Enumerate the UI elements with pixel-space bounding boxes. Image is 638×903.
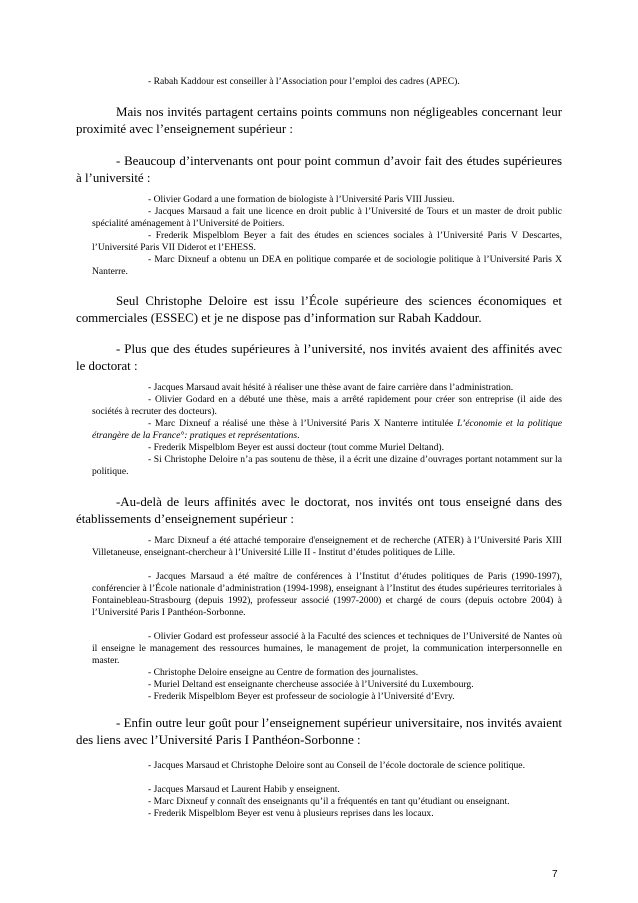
list-item: - Jacques Marsaud avait hésité à réaliser une thèse avant de faire carrière dans l’administration. — [148, 382, 514, 393]
list-item: - Jacques Marsaud et Laurent Habib y enseignent. — [148, 784, 340, 795]
list-item: - Olivier Godard est professeur associé à la Faculté des sciences et techniques de l’Université de Nantes où il enseigne le management des ressources humaines, le management de projet, la communication interpersonnelle en master. — [92, 631, 562, 666]
list-item: - Frederik Mispelblom Beyer a fait des études en sciences sociales à l’Université Paris V Descartes, l’Université Paris VII Diderot et l’EHESS. — [92, 230, 562, 253]
list-item: - Olivier Godard a une formation de biologiste à l’Université Paris VIII Jussieu. — [148, 194, 455, 205]
thesis-title: L’économie et la politique étrangère de la France°: pratiques et représentations — [92, 418, 562, 441]
list-item: - Frederik Mispelblom Beyer est professeur de sociologie à l’Université d’Evry. — [148, 691, 455, 702]
list-item: - Si Christophe Deloire n’a pas soutenu de thèse, il a écrit une dizaine d’ouvrages portant notamment sur la politique. — [92, 454, 562, 477]
list-item: - Marc Dixneuf y connaît des enseignants qu’il a fréquentés en tant qu’étudiant ou enseignant. — [148, 796, 510, 807]
paragraph-teaching: -Au-delà de leurs affinités avec le doctorat, nos invités ont tous enseigné dans des établissements d’enseignement supérieur : — [76, 495, 562, 526]
list-item: - Jacques Marsaud a été maître de conférences à l’Institut d’études politiques de Paris (1990-1997), conférencier à l’École nationale d’administration (1994-1998), enseignant à l’Institut des études supérieures territoriales à Fontainebleau-Strasbourg (depuis 1992), professeur associé (1997-2000) et chargé de cours (depuis octobre 2004) à l’Université Paris I Panthéon-Sorbonne. — [92, 571, 562, 618]
list-item: - Marc Dixneuf a été attaché temporaire d'enseignement et de recherche (ATER) à l’Université Paris XIII Villetaneuse, enseignant-chercheur à l’Université Lille II - Institut d’études politiques de Lille. — [92, 535, 562, 558]
list-item: - Marc Dixneuf a réalisé une thèse à l’Université Paris X Nanterre intitulée L’économie et la politique étrangère de la France°: pratiques et représentations. — [92, 418, 562, 441]
list-item: - Jacques Marsaud et Christophe Deloire sont au Conseil de l’école doctorale de science politique. — [148, 760, 525, 771]
list-item: - Christophe Deloire enseigne au Centre de formation des journalistes. — [148, 667, 419, 678]
apec-note: - Rabah Kaddour est conseiller à l’Association pour l’emploi des cadres (APEC). — [148, 76, 460, 87]
paragraph-doctorate: - Plus que des études supérieures à l’université, nos invités avaient des affinités avec le doctorat : — [76, 342, 562, 373]
list-item: - Jacques Marsaud a fait une licence en droit public à l’Université de Tours et un master de droit public spécialité aménagement à l’Université de Poitiers. — [92, 206, 562, 229]
paragraph-common-points: Mais nos invités partagent certains points communs non négligeables concernant leur proximité avec l’enseignement supérieur : — [76, 105, 562, 136]
list-item: - Frederik Mispelblom Beyer est venu à plusieurs reprises dans les locaux. — [148, 808, 434, 819]
list-item: - Olivier Godard en a débuté une thèse, mais a arrêté rapidement pour créer son entreprise (il aide des sociétés à recruter des docteurs). — [92, 394, 562, 417]
paragraph-pantheon-sorbonne: - Enfin outre leur goût pour l’enseignement supérieur universitaire, nos invités avaient des liens avec l’Université Paris I Panthéon-Sorbonne : — [76, 716, 562, 747]
list-item: - Frederik Mispelblom Beyer est aussi docteur (tout comme Muriel Deltand). — [148, 442, 445, 453]
list-item: - Marc Dixneuf a obtenu un DEA en politique comparée et de sociologie politique à l’Université Paris X Nanterre. — [92, 254, 562, 277]
paragraph-essec: Seul Christophe Deloire est issu l’École supérieure des sciences économiques et commerciales (ESSEC) et je ne dispose pas d’information sur Rabah Kaddour. — [76, 294, 562, 325]
page-number: 7 — [552, 869, 558, 880]
list-item: - Muriel Deltand est enseignante chercheuse associée à l’Université du Luxembourg. — [148, 679, 474, 690]
paragraph-university-studies: - Beaucoup d’intervenants ont pour point commun d’avoir fait des études supérieures à l’université : — [76, 154, 562, 185]
